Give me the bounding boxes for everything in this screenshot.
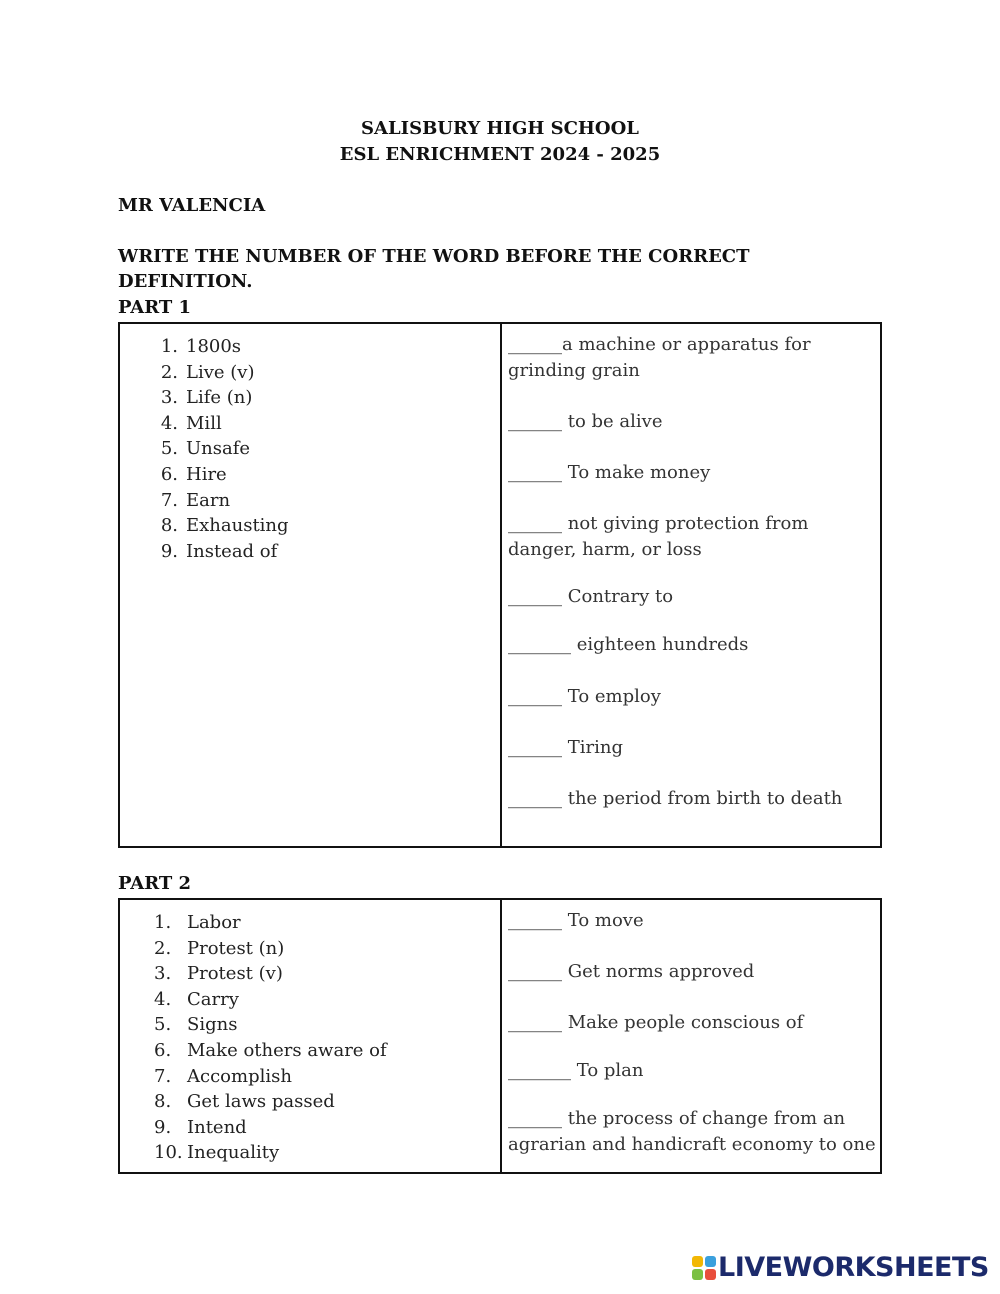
word-text: Make others aware of [187,1039,387,1061]
word-item [154,539,289,565]
answer-blank[interactable]: ______ [508,910,562,931]
answer-blank[interactable]: _______ [508,634,571,655]
word-text: Intend [187,1116,247,1138]
word-item [154,1064,387,1090]
answer-blank[interactable]: ______ [508,1108,562,1129]
word-number: 4. [160,412,178,434]
word-number: 2. [160,361,178,383]
word-item [154,436,289,462]
logo-square-3 [692,1269,703,1280]
word-number: 9. [160,540,178,562]
definition-item [508,684,878,710]
word-text: Life (n) [186,387,253,409]
word-number: 4. [154,988,172,1010]
definition-text: the process of change from an agrarian and handicraft economy to one [508,1108,876,1155]
liveworksheets-logo [692,1252,989,1283]
word-item [154,462,289,488]
answer-blank[interactable]: ______ [508,513,562,534]
word-text: Unsafe [186,438,251,460]
word-text: Signs [187,1014,238,1036]
answer-blank[interactable]: ______ [508,586,562,607]
logo-text: LIVEWORKSHEETS [718,1252,989,1283]
answer-blank[interactable]: ______ [508,788,562,809]
word-number: 10. [154,1142,183,1164]
word-item [154,360,289,386]
instruction-line-1: WRITE THE NUMBER OF THE WORD BEFORE THE CORRECT [118,246,750,267]
word-item [154,488,289,514]
part2-title: PART 2 [118,873,192,894]
definition-text: Get norms approved [562,961,755,982]
answer-blank[interactable]: ______ [508,961,562,982]
part2-word-column [120,900,502,1172]
logo-mark-icon [692,1256,716,1280]
word-item [154,961,387,987]
definition-text: not giving protection from danger, harm, or loss [508,513,809,560]
word-item [154,910,387,936]
word-text: Hire [186,463,227,485]
definition-text: to be alive [562,411,663,432]
answer-blank[interactable]: ______ [508,411,562,432]
school-name: SALISBURY HIGH SCHOOL [361,118,639,139]
definition-text: To make money [562,462,711,483]
word-text: Accomplish [187,1065,292,1087]
word-item [154,1140,387,1166]
word-text: 1800s [186,336,242,357]
word-text: Get laws passed [187,1091,335,1113]
definition-text: the period from birth to death [562,788,843,809]
answer-blank[interactable]: ______ [508,462,562,483]
word-item [154,1012,387,1038]
word-number: 2. [154,937,172,959]
definition-text: Contrary to [562,586,674,607]
word-text: Labor [187,912,241,933]
word-item [154,936,387,962]
word-number: 3. [160,387,178,409]
word-text: Protest (v) [187,963,283,985]
word-number: 6. [154,1039,172,1061]
word-number: 7. [154,1065,172,1087]
word-number: 1. [160,336,178,357]
teacher-name: MR VALENCIA [118,195,266,216]
logo-square-4 [705,1269,716,1280]
instruction-line-2: DEFINITION. [118,271,253,292]
part1-word-list [154,334,289,564]
word-number: 8. [160,515,178,537]
part1-title: PART 1 [118,297,192,318]
definition-text: a machine or apparatus for grinding grain [508,334,811,381]
word-number: 6. [160,463,178,485]
word-text: Instead of [186,540,278,562]
word-number: 8. [154,1091,172,1113]
part2-definition-column [502,900,880,1172]
word-text: Exhausting [186,515,289,537]
word-number: 1. [154,912,172,933]
definition-item [508,332,878,383]
word-text: Earn [186,489,231,511]
definition-item [508,1010,878,1036]
definition-text: To move [562,910,644,931]
word-text: Inequality [187,1142,280,1164]
part2-word-list [154,910,387,1166]
definition-item [508,959,878,985]
definition-item [508,511,878,562]
word-item [154,513,289,539]
definition-text: To employ [562,686,661,707]
word-text: Carry [187,988,239,1010]
logo-square-1 [692,1256,703,1267]
word-item [154,385,289,411]
definition-item [508,735,878,761]
word-item [154,1089,387,1115]
word-item [154,1038,387,1064]
word-item [154,1115,387,1141]
course-title: ESL ENRICHMENT 2024 - 2025 [339,144,661,165]
word-number: 9. [154,1116,172,1138]
answer-blank[interactable]: ______ [508,1012,562,1033]
definition-item [508,460,878,486]
word-item [154,334,289,360]
word-number: 5. [160,438,178,460]
logo-square-2 [705,1256,716,1267]
definition-text: eighteen hundreds [571,634,749,655]
definition-item [508,632,878,658]
definition-text: Tiring [562,737,623,758]
answer-blank[interactable]: ______ [508,334,562,355]
answer-blank[interactable]: _______ [508,1060,571,1081]
definition-item [508,409,878,435]
part2-table [118,898,882,1174]
part1-definition-column [502,324,880,846]
answer-blank[interactable]: ______ [508,686,562,707]
definition-text: Make people conscious of [562,1012,804,1033]
answer-blank[interactable]: ______ [508,737,562,758]
word-number: 7. [160,489,178,511]
word-number: 5. [154,1014,172,1036]
definition-item [508,908,878,934]
word-number: 3. [154,963,172,985]
word-text: Live (v) [186,361,255,383]
definition-item [508,1058,878,1084]
definition-item [508,1106,878,1157]
part1-word-column [120,324,502,846]
word-item [154,411,289,437]
part1-table [118,322,882,848]
word-text: Mill [186,412,222,434]
definition-item [508,786,878,812]
definition-text: To plan [571,1060,644,1081]
definition-item [508,584,878,610]
word-item [154,987,387,1013]
word-text: Protest (n) [187,937,285,959]
